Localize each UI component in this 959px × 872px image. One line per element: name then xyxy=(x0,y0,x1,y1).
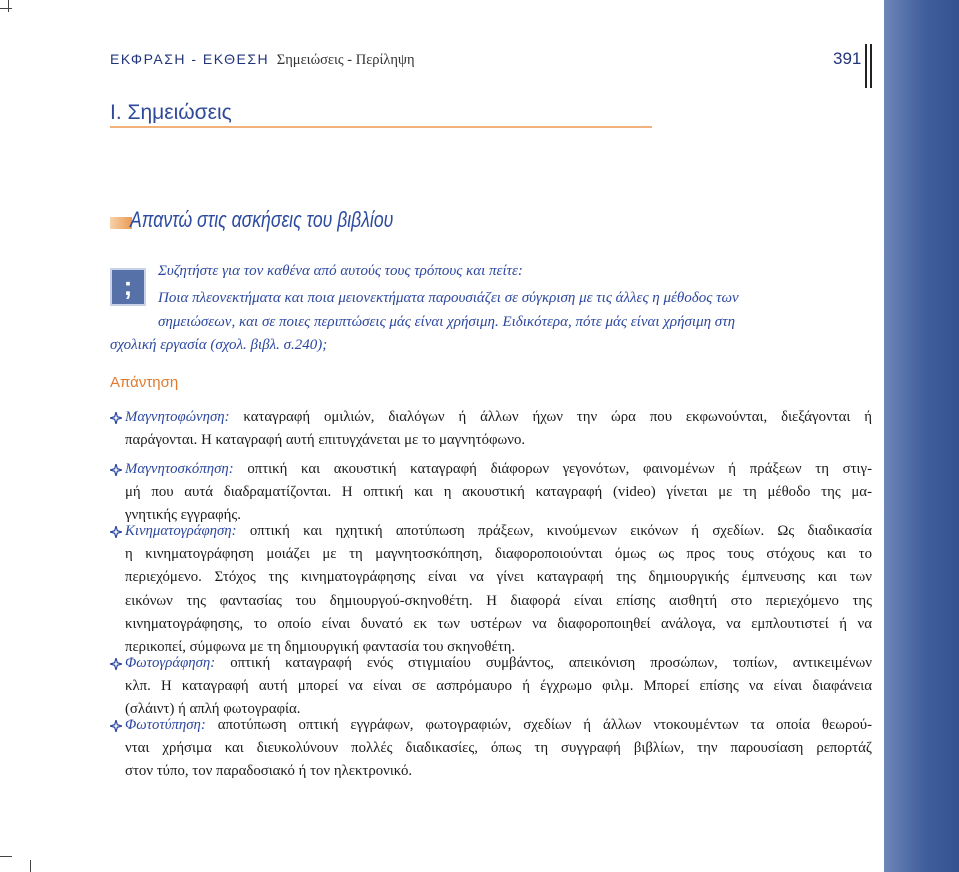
page-number-rule xyxy=(865,44,867,88)
answer-line xyxy=(110,760,872,783)
answer-item xyxy=(110,520,872,659)
answer-term: Κινηματογράφηση: xyxy=(125,523,237,539)
answer-label: Απάντηση xyxy=(110,374,179,391)
question-intro: Συζητήστε για τον καθένα από αυτούς τους τρόπους και πείτε: xyxy=(158,263,523,279)
answer-term: Φωτογράφηση: xyxy=(125,655,216,671)
question-line: σημειώσεων, και σε ποιες περιπτώσεις μάς είναι χρήσιμη. Ειδικότερα, πότε μάς είναι χρήσιμη στη xyxy=(158,313,736,330)
answer-line xyxy=(110,520,872,543)
answer-line xyxy=(110,566,872,589)
diamond-bullet-icon xyxy=(110,720,122,732)
answer-term: Μαγνητοσκόπηση: xyxy=(125,461,234,477)
diamond-bullet-icon xyxy=(110,412,122,424)
answer-text: καταγραφή ομιλιών, διαλόγων ή άλλων ήχων την ώρα που εκφωνούνται, διεξάγονται ή xyxy=(243,409,872,425)
diamond-bullet-icon xyxy=(110,464,122,476)
question-text xyxy=(110,287,870,358)
header-subtitle: Σημειώσεις - Περίληψη xyxy=(276,52,415,68)
answer-line xyxy=(110,675,872,698)
page-number-rule xyxy=(870,44,872,88)
answer-line xyxy=(110,737,872,760)
answer-text: αποτύπωση οπτική εγγράφων, φωτογραφιών, σχεδίων ή άλλων ντοκουμέντων τα οποία θεωρού- xyxy=(217,717,873,733)
crop-mark xyxy=(30,860,31,872)
question-mark-icon: ; xyxy=(110,268,146,306)
answer-text: κλπ. Η καταγραφή αυτή μπορεί να είναι σε ασπρόμαυρο ή έγχρωμο φιλμ. Μπορεί επίσης να είναι διαφάνεια xyxy=(125,678,872,695)
answer-text: περικοπεί, σύμφωνα με τη δημιουργική φαντασία του σκηνοθέτη. xyxy=(125,639,516,656)
answer-term: Μαγνητοφώνηση: xyxy=(125,409,230,425)
answer-line xyxy=(110,458,872,481)
diamond-bullet-icon xyxy=(110,526,122,538)
page-number: 391 xyxy=(833,49,862,68)
answer-line xyxy=(110,652,872,675)
crop-mark xyxy=(8,0,9,12)
answer-text: μή που αυτά διαδραματίζονται. Η οπτική και η ακουστική καταγραφή (video) γίνεται με τη μέθοδο της μα- xyxy=(125,484,872,501)
answer-text: νται χρήσιμα και διευκολύνουν πολλές διαδικασίες, όπως τη συγγραφή βιβλίων, την παρουσίαση ρεπορτάζ xyxy=(125,740,872,757)
answer-item xyxy=(110,458,872,528)
crop-mark xyxy=(0,856,12,857)
answer-text: οπτική και ηχητική αποτύπωση πράξεων, κινούμενων εικόνων ή σχεδίων. Ως διαδικασία xyxy=(249,523,873,539)
answer-line xyxy=(110,543,872,566)
answer-line xyxy=(110,481,872,504)
answer-text: παράγονται. Η καταγραφή αυτή επιτυγχάνεται με το μαγνητόφωνο. xyxy=(125,432,526,449)
answer-text: εικόνων της φαντασίας του δημιουργού-σκηνοθέτη. Η διαφορά είναι επίσης αισθητή στο περιεχόμενο της xyxy=(125,592,872,609)
header-section: ΕΚΦΡΑΣΗ - ΕΚΘΕΣΗ xyxy=(110,51,270,67)
crop-mark xyxy=(0,8,12,9)
answer-line xyxy=(110,406,872,429)
section-heading-text: Απαντώ στις ασκήσεις του βιβλίου xyxy=(130,207,394,232)
answer-line xyxy=(110,714,872,737)
question-line: σχολική εργασία (σχολ. βιβλ. σ.240); xyxy=(110,337,328,353)
answer-line xyxy=(110,590,872,613)
answer-term: Φωτοτύπηση: xyxy=(125,717,206,733)
answer-text: οπτική και ακουστική καταγραφή διάφορων γεγονότων, φαινομένων ή πράξεων τη στιγ- xyxy=(247,461,872,477)
answer-text: κινηματογράφησης, το οποίο είναι δυνατό εκ των υστέρων να διαφοροποιηθεί ανάλογα, να εμπλουτιστεί ή να xyxy=(125,615,872,632)
answer-text: (σλάιντ) ή απλή φωτογραφία. xyxy=(125,701,301,718)
side-color-bar xyxy=(884,0,959,872)
answer-text: στον τύπο, τον παραδοσιακό ή τον ηλεκτρονικό. xyxy=(125,763,413,780)
diamond-bullet-icon xyxy=(110,658,122,670)
running-header xyxy=(110,51,415,69)
chapter-underline xyxy=(110,126,652,128)
answer-text: γνητικής εγγραφής. xyxy=(125,507,241,524)
heading-marker-icon xyxy=(110,217,132,229)
answer-item xyxy=(110,714,872,784)
answer-text: η κινηματογράφηση μοιάζει με τη μαγνητοσκόπηση, διαφοροποιούνται όμως ως προς τους στόχους και το xyxy=(125,546,872,563)
answer-item xyxy=(110,652,872,722)
answer-text: οπτική καταγραφή ενός στιγμιαίου συμβάντος, απεικόνιση προσώπων, τοπίων, αντικειμένων xyxy=(230,655,872,671)
question-line: Ποια πλεονεκτήματα και ποια μειονεκτήματα παρουσιάζει σε σύγκριση με τις άλλες η μέθοδος των xyxy=(158,290,739,306)
chapter-title: Ι. Σημειώσεις xyxy=(110,101,232,124)
answer-line xyxy=(110,613,872,636)
answer-text: περιεχόμενο. Στόχος της κινηματογράφησης είναι να γίνει καταγραφή της δημιουργικής έμπνευσης και των xyxy=(125,569,872,586)
answer-line xyxy=(110,429,872,452)
answer-item xyxy=(110,406,872,452)
